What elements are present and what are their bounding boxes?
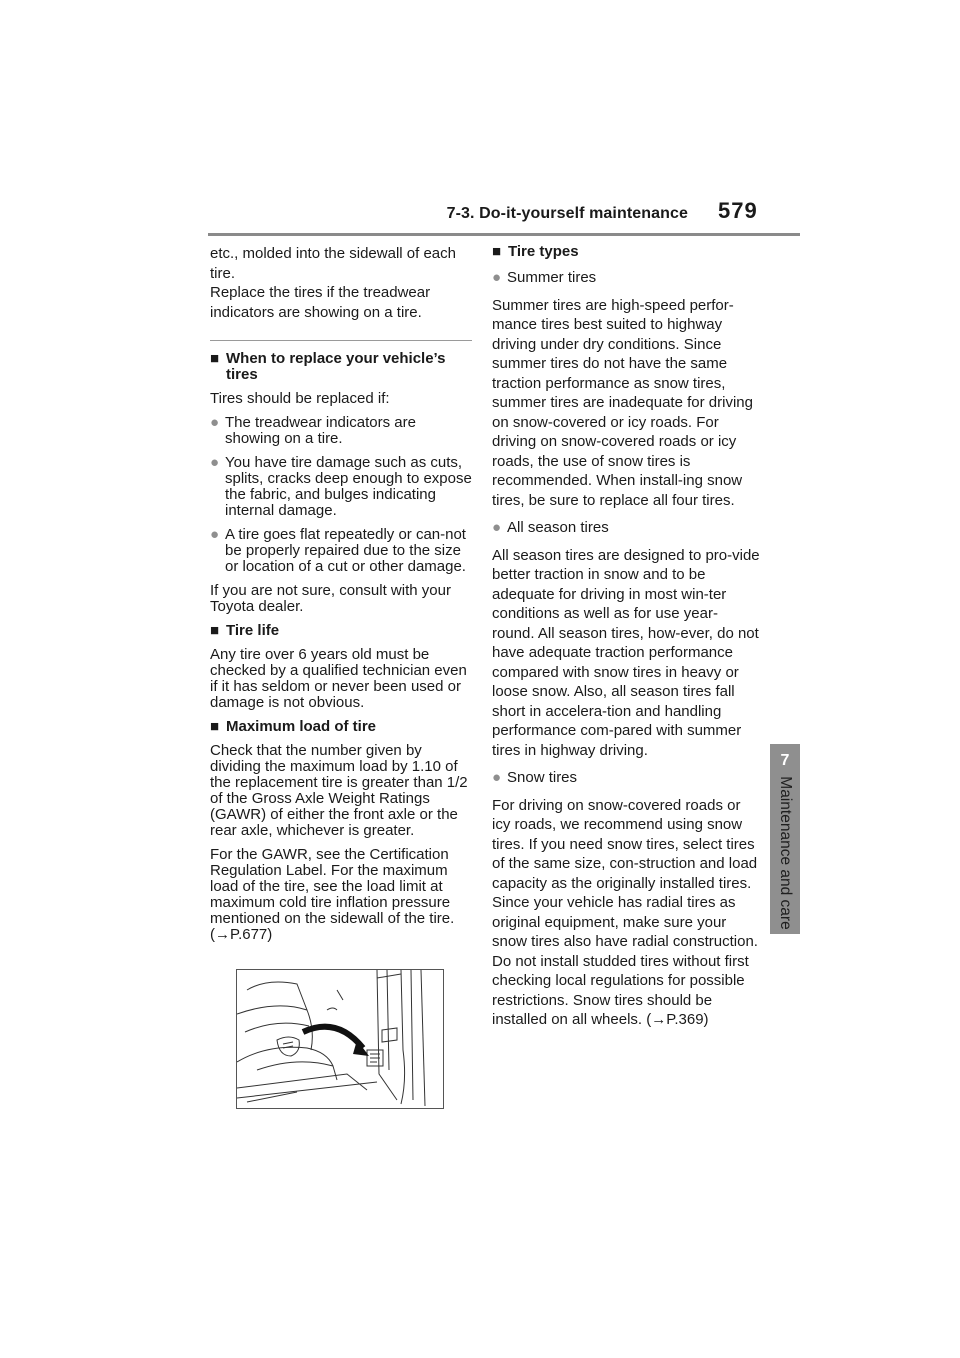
- snow-tires-body-text: For driving on snow-covered roads or icy roads, we recommend using snow tires. If you need snow tires, select tires of the same size, con-struction and load capacity as the originally installed tires. Since your vehicle has radial tires as original equipment, make sure your snow tires also have radial construction. Do not install studded tires without first checking local regulations for possible restrictions. Snow tires should be installed on all wheels. (: [492, 796, 758, 1028]
- all-season-tires-item: [492, 518, 760, 538]
- chapter-label: Maintenance and care: [777, 776, 794, 930]
- list-item-text: The treadwear indicators are showing on a tire.: [225, 414, 416, 447]
- max-load-heading-text: Maximum load of tire: [226, 718, 377, 735]
- right-column: [492, 244, 760, 1038]
- all-season-tires-label: All season tires: [507, 519, 609, 536]
- square-bullet-icon: ■: [210, 350, 220, 367]
- page-number: 579: [718, 198, 758, 223]
- summer-tires-label: Summer tires: [507, 269, 597, 286]
- tire-types-heading-text: Tire types: [508, 243, 579, 260]
- arrow-icon: →: [651, 1011, 667, 1028]
- list-item-text: A tire goes flat repeatedly or can-not be properly repaired due to the size or location of a cut or other damage.: [225, 526, 466, 575]
- tire-life-body: Any tire over 6 years old must be checked by a qualified technician even if it has seldom or never been used or damage is not obvious.: [210, 646, 467, 711]
- door-pillar-label-illustration: [236, 969, 444, 1109]
- intro-paragraph-1: etc., molded into the sidewall of each tire.: [210, 245, 456, 282]
- all-season-tires-body: All season tires are designed to pro-vide better traction in snow and to be adequate for driving in most win-ter conditions as well as for use year-round. All season tires, how-ever, do not have adequate traction performance compared with snow tires in heavy or loose snow. Also, all season tires fall short in accelera-tion and handling performance com-pared with summer tires in highway driving.: [492, 546, 760, 759]
- snow-tires-body: [492, 796, 760, 1030]
- dot-bullet-icon: ●: [492, 519, 502, 536]
- chapter-label-wrap: [770, 776, 800, 930]
- dot-bullet-icon: ●: [210, 414, 220, 431]
- summer-tires-body: Summer tires are high-speed perfor-mance tires best suited to highway driving under dry conditions. Since summer tires do not have the same traction performance as snow tires, summer tires are inadequate for driving on snow-covered or icy roads. For driving on snow-covered roads or icy roads, the use of snow tires is recommended. When install-ing snow tires, be sure to replace all four tires.: [492, 296, 753, 509]
- tire-types-heading: [492, 244, 760, 260]
- snow-tires-label: Snow tires: [507, 769, 578, 786]
- replace-lead: Tires should be replaced if:: [210, 390, 390, 407]
- replace-closing: If you are not sure, consult with your Toyota dealer.: [210, 582, 451, 615]
- list-item: [210, 415, 472, 447]
- left-column: [210, 244, 472, 951]
- replace-heading: [210, 351, 472, 383]
- section-title: 7-3. Do-it-yourself maintenance: [446, 205, 688, 222]
- page-reference-link[interactable]: P.677): [230, 926, 273, 943]
- dot-bullet-icon: ●: [492, 769, 502, 786]
- dot-bullet-icon: ●: [210, 526, 220, 543]
- list-item: [210, 527, 472, 575]
- square-bullet-icon: ■: [492, 243, 502, 260]
- intro-block: [210, 244, 472, 322]
- snow-tires-item: [492, 768, 760, 788]
- tire-life-heading-text: Tire life: [226, 622, 280, 639]
- max-load-body-1: Check that the number given by dividing the maximum load by 1.10 of the replacement tire is greater than 1/2 of the Gross Axle Weight Ratings (GAWR) of either the front axle or the rear axle, whichever is greater.: [210, 742, 468, 839]
- max-load-heading: [210, 719, 472, 735]
- header-rule: [208, 233, 800, 236]
- max-load-body-2: [210, 847, 472, 943]
- section-divider: [210, 340, 472, 341]
- dot-bullet-icon: ●: [492, 269, 502, 286]
- list-item: [210, 455, 472, 519]
- arrow-icon: →: [215, 926, 230, 943]
- car-interior-icon: [237, 970, 443, 1108]
- square-bullet-icon: ■: [210, 622, 220, 639]
- tire-life-heading: [210, 623, 472, 639]
- chapter-number: 7: [780, 752, 790, 769]
- square-bullet-icon: ■: [210, 718, 220, 735]
- intro-paragraph-2: Replace the tires if the treadwear indicators are showing on a tire.: [210, 284, 431, 321]
- list-item-text: You have tire damage such as cuts, splits, cracks deep enough to expose the fabric, and bulges indicating internal damage.: [225, 454, 472, 519]
- replace-heading-text: When to replace your vehicle’s tires: [226, 350, 446, 383]
- summer-tires-item: [492, 268, 760, 288]
- page-reference-link[interactable]: P.369): [666, 1011, 709, 1028]
- dot-bullet-icon: ●: [210, 454, 220, 471]
- max-load-body-2-text: For the GAWR, see the Certification Regulation Label. For the maximum load of the tire, see the load limit at maximum cold tire inflation pressure mentioned on the sidewall of the tire. (: [210, 846, 455, 943]
